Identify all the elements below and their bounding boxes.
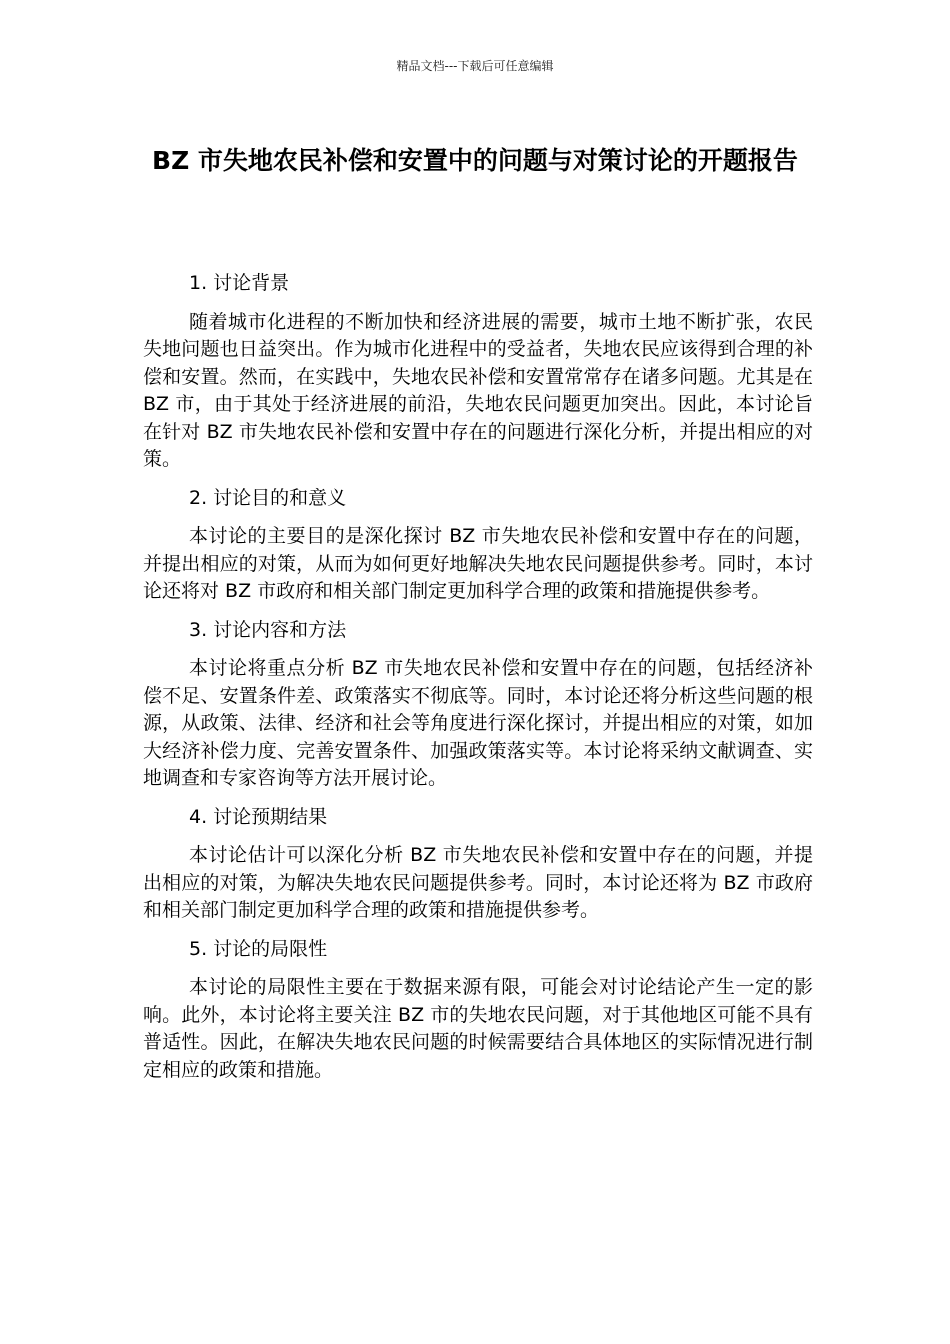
section-heading-expected-results: 4. 讨论预期结果 bbox=[189, 805, 328, 828]
document-title: BZ 市失地农民补偿和安置中的问题与对策讨论的开题报告 bbox=[152, 146, 798, 175]
header-note: 精品文档---下载后可任意编辑 bbox=[396, 59, 554, 73]
section-body-limitations: 本讨论的局限性主要在于数据来源有限，可能会对讨论结论产生一定的影响。此外，本讨论将主要关注 BZ 市的失地农民问题，对于其他地区可能不具有普适性。因此，在解决失地农民问题的时候需要结合具体地区的实际情况进行制定相应的政策和措施。 bbox=[143, 976, 813, 1081]
section-body-expected-results: 本讨论估计可以深化分析 BZ 市失地农民补偿和安置中存在的问题，并提出相应的对策，为解决失地农民问题提供参考。同时，本讨论还将为 BZ 市政府和相关部门制定更加科学合理的政策和措施提供参考。 bbox=[143, 844, 813, 921]
section-body-background: 随着城市化进程的不断加快和经济进展的需要，城市土地不断扩张，农民失地问题也日益突出。作为城市化进程中的受益者，失地农民应该得到合理的补偿和安置。然而，在实践中，失地农民补偿和安置常常存在诸多问题。尤其是在 BZ 市，由于其处于经济进展的前沿，失地农民问题更加突出。因此，本讨论旨在针对 BZ 市失地农民补偿和安置中存在的问题进行深化分析，并提出相应的对策。 bbox=[143, 310, 813, 470]
section-body-content-methods: 本讨论将重点分析 BZ 市失地农民补偿和安置中存在的问题，包括经济补偿不足、安置条件差、政策落实不彻底等。同时，本讨论还将分析这些问题的根源，从政策、法律、经济和社会等角度进行深化探讨，并提出相应的对策，如加大经济补偿力度、完善安置条件、加强政策落实等。本讨论将采纳文献调查、实地调查和专家咨询等方法开展讨论。 bbox=[143, 657, 813, 789]
section-heading-background: 1. 讨论背景 bbox=[189, 272, 290, 294]
document-body bbox=[143, 270, 813, 1095]
section-heading-content-methods: 3. 讨论内容和方法 bbox=[189, 618, 347, 641]
section-heading-limitations: 5. 讨论的局限性 bbox=[189, 937, 328, 960]
section-heading-purpose: 2. 讨论目的和意义 bbox=[189, 486, 347, 509]
section-body-purpose: 本讨论的主要目的是深化探讨 BZ 市失地农民补偿和安置中存在的问题，并提出相应的对策，从而为如何更好地解决失地农民问题提供参考。同时，本讨论还将对 BZ 市政府和相关部门制定更加科学合理的政策和措施提供参考。 bbox=[143, 525, 813, 602]
